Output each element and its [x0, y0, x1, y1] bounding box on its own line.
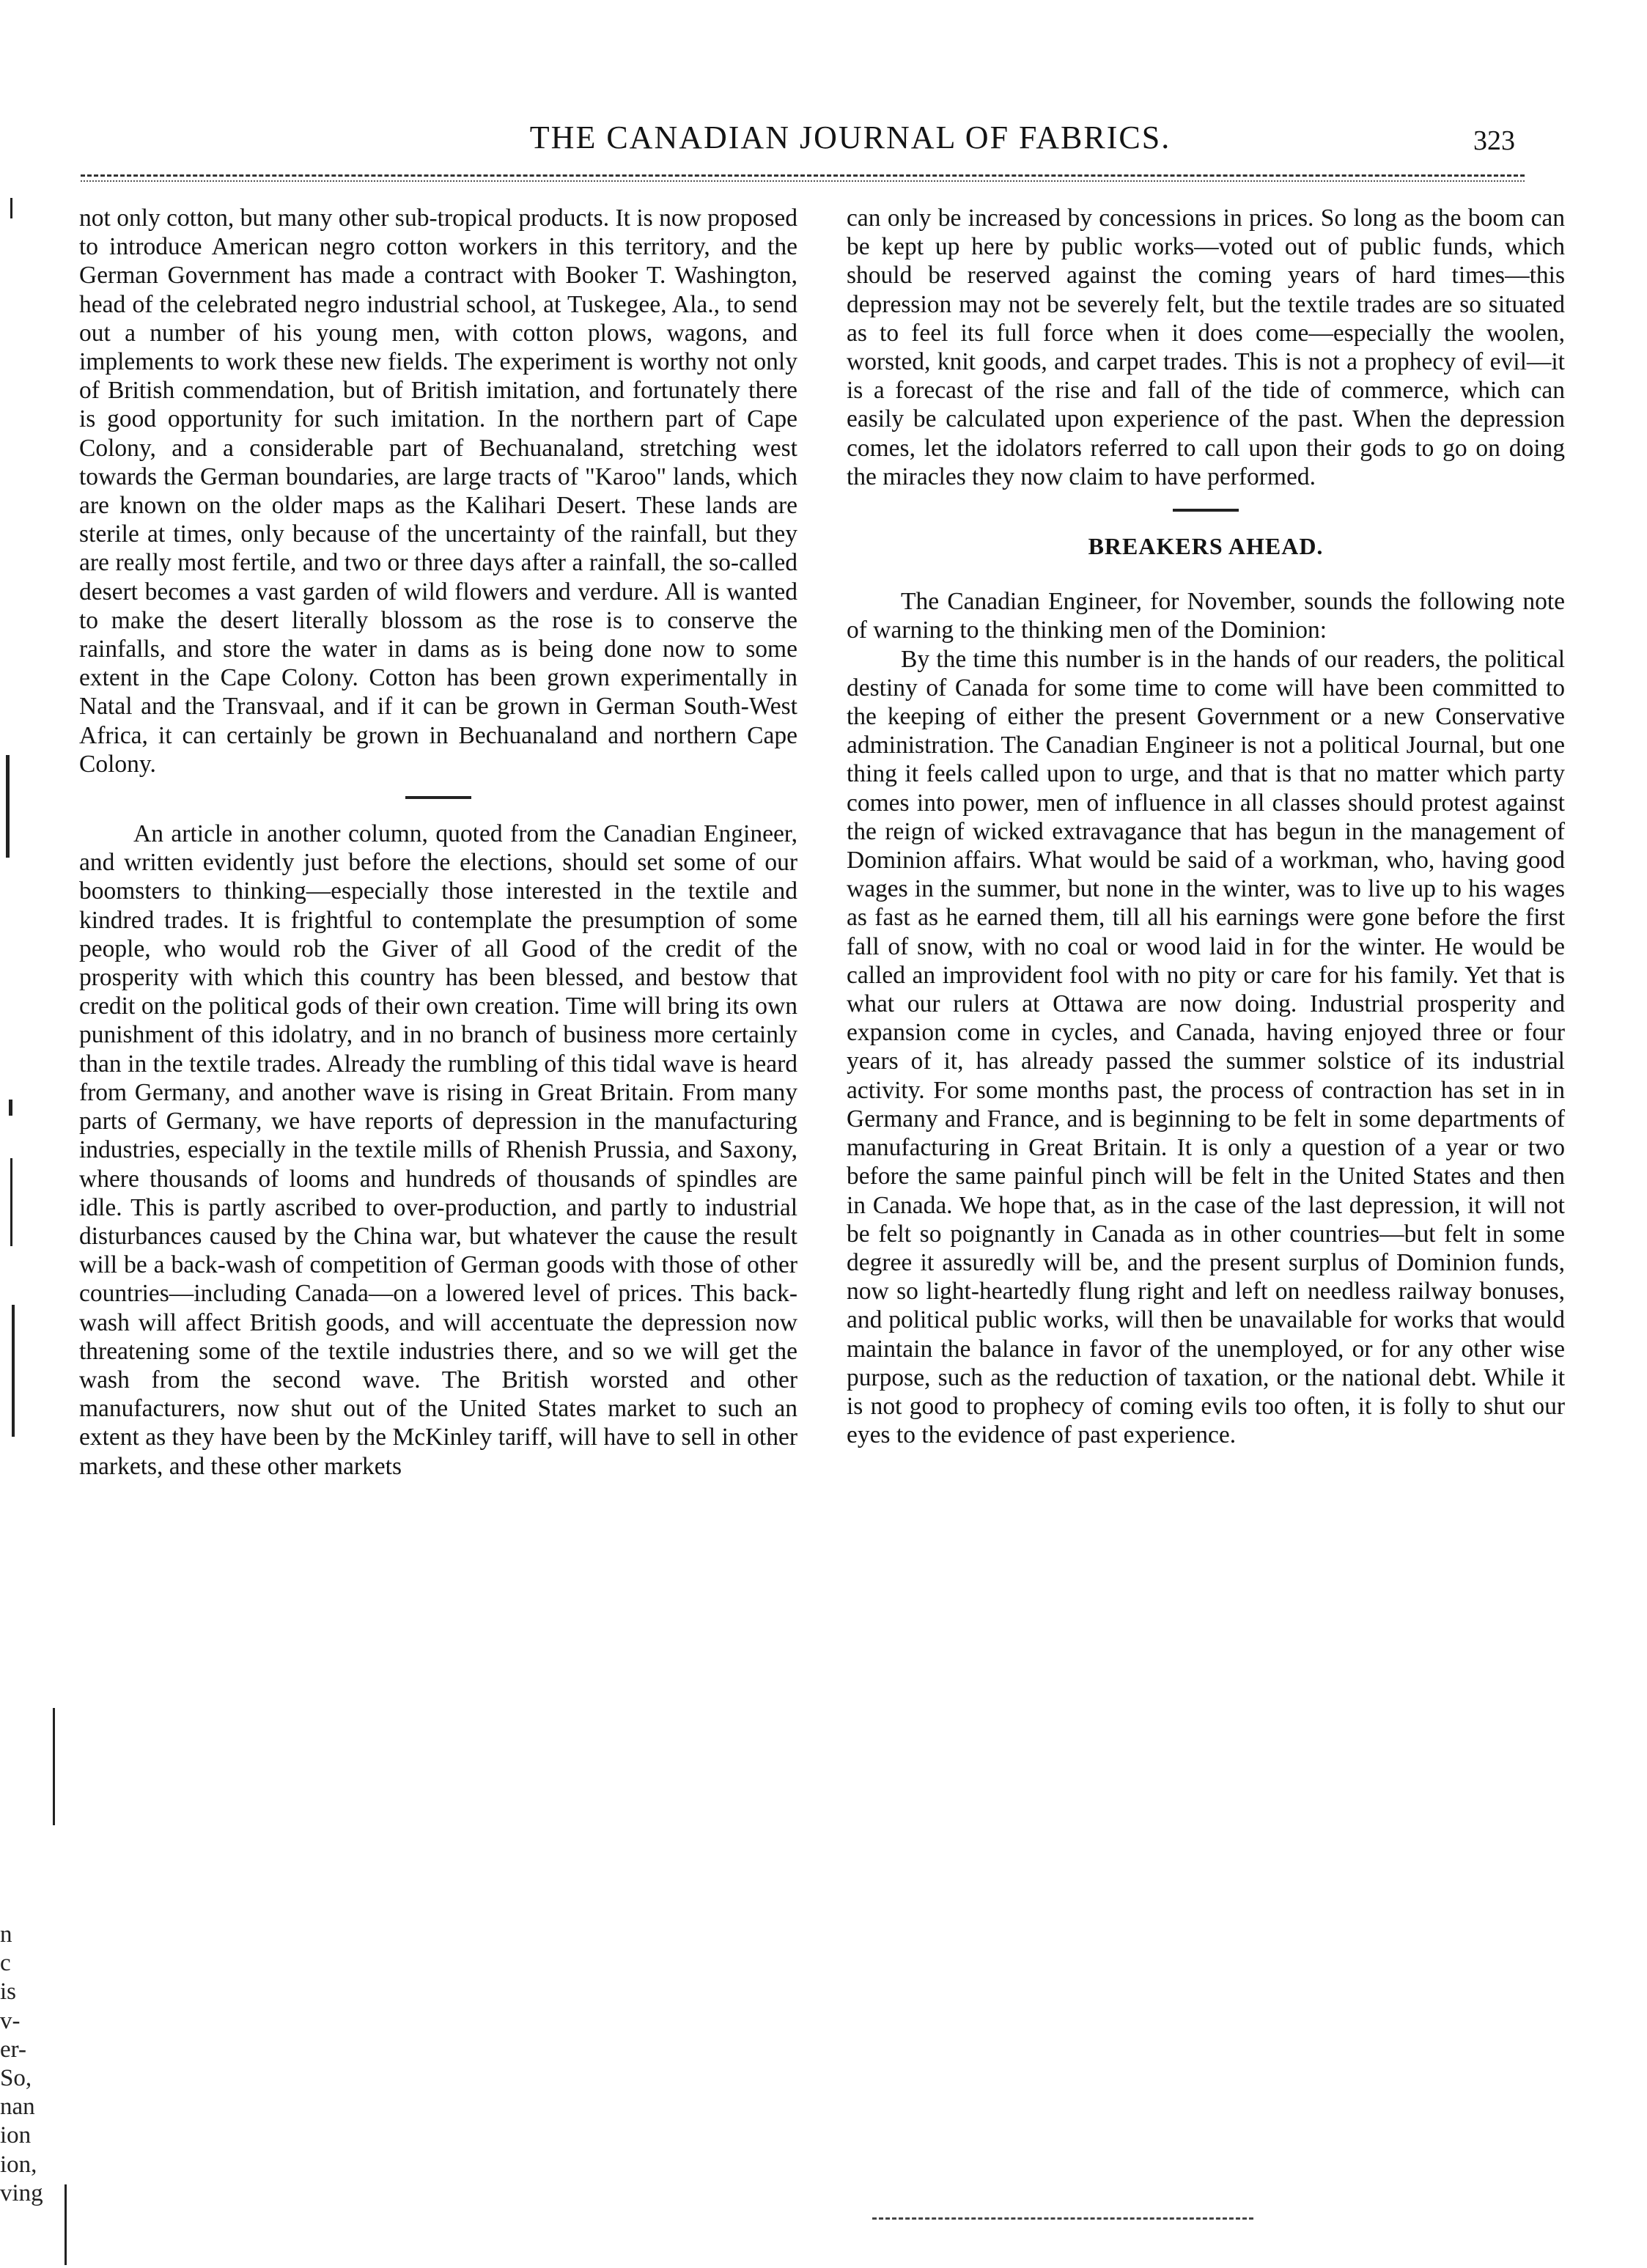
- margin-fragment: c: [0, 1950, 11, 1977]
- scan-mark: [10, 198, 12, 218]
- left-column: [79, 204, 797, 1481]
- scan-mark: [9, 1100, 12, 1116]
- margin-fragment: v-: [0, 2007, 21, 2034]
- right-column: [847, 204, 1565, 1449]
- section-heading-breakers-ahead: BREAKERS AHEAD.: [1088, 533, 1324, 560]
- left-paragraph-article: An article in another column, quoted from the Canadian Engineer, and written evidently just before the elections, should set some of our boomsters to thinking—especially those interested in the textile and kindred trades. It is frightful to contemplate the presumption of some people, who would rob the Giver of all Good of the credit of the prosperity with which this country has been blessed, and bestow that credit on the political gods of their own creation. Time will bring its own punishment of this idolatry, and in no branch of business more certainly than in the textile trades. Already the rumbling of this tidal wave is heard from Germany, and another wave is rising in Great Britain. From many parts of Germany, we have reports of depression in the manufacturing industries, especially in the textile mills of Rhenish Prussia, and Saxony, where thousands of looms and hundreds of thousands of spindles are idle. This is partly ascribed to over-production, and partly to industrial disturbances caused by the China war, but whatever the cause the result will be a back-wash of competition of German goods with those of other countries—including Canada—on a lowered level of prices. This back-wash will affect British goods, and will accentuate the depression now threatening some of the textile industries there, and so we will get the wash from the second wave. The British worsted and other manufacturers, now shut out of the United States market to such an extent as they have been by the McKinley tariff, will have to sell in other markets, and these other markets: [79, 820, 797, 1480]
- scan-mark: [65, 2184, 67, 2265]
- scan-mark: [53, 1708, 55, 1825]
- section-separator: [1173, 509, 1239, 512]
- scan-mark: [10, 1158, 12, 1246]
- header-rule-secondary: [81, 180, 1525, 182]
- header-rule: [81, 174, 1525, 177]
- margin-fragment: is: [0, 1978, 17, 2006]
- scan-mark: [6, 755, 10, 858]
- page-number: 323: [1473, 125, 1515, 156]
- section-separator: [405, 796, 471, 799]
- margin-fragment: nan: [0, 2094, 35, 2121]
- running-header-title: THE CANADIAN JOURNAL OF FABRICS.: [529, 119, 1171, 155]
- margin-fragment: ion,: [0, 2151, 37, 2178]
- margin-fragment: So,: [0, 2065, 32, 2092]
- margin-fragment: ion: [0, 2122, 32, 2149]
- scan-mark: [12, 1305, 15, 1437]
- right-paragraph-intro: The Canadian Engineer, for November, sounds the following note of warning to the thinking men of the Dominion:: [847, 588, 1565, 644]
- margin-fragments: [0, 1921, 59, 2208]
- right-paragraph-continuation: can only be increased by concessions in prices. So long as the boom can be kept up here by public works—voted out of public funds, which should be reserved against the coming years of hard times—this depression may not be severely felt, but the textile trades are so situated as to feel its full force when it does come—especially the woolen, worsted, knit goods, and carpet trades. This is not a prophecy of evil—it is a forecast of the rise and fall of the tide of commerce, which can easily be calculated upon experience of the past. When the depression comes, let the idolators referred to call upon their gods to go on doing the miracles they now claim to have performed.: [847, 205, 1565, 490]
- margin-fragment: ving: [0, 2179, 43, 2206]
- margin-fragment: n: [0, 1921, 12, 1948]
- left-paragraph-cotton: not only cotton, but many other sub-tropical products. It is now proposed to introduce American negro cotton workers in this territory, and the German Government has made a contract with Booker T. Washington, head of the celebrated negro industrial school, at Tuskegee, Ala., to send out a number of his young men, with cotton plows, wagons, and implements to work these new fields. The experiment is worthy not only of British commendation, but of British imitation, and fortunately there is good opportunity for such imitation. In the northern part of Cape Colony, and a considerable part of Bechuanaland, stretching west towards the German boundaries, are large tracts of "Karoo" lands, which are known on the older maps as the Kalihari Desert. These lands are sterile at times, only because of the uncertainty of the rainfall, but they are really most fertile, and two or three days after a rainfall, the so-called desert becomes a vast garden of wild flowers and verdure. All is wanted to make the desert literally blossom as the rose is to conserve the rainfalls, and store the water in dams as is being done now to some extent in the Cape Colony. Cotton has been grown experimentally in Natal and the Transvaal, and if it can be grown in German South-West Africa, it can certainly be grown in Bechuanaland and northern Cape Colony.: [79, 205, 797, 778]
- margin-fragment: er-: [0, 2036, 26, 2063]
- footer-rule: [872, 2217, 1253, 2220]
- right-paragraph-quote: By the time this number is in the hands of our readers, the political destiny of Canada for some time to come will have been committed to the keeping of either the present Government or a new Conservative administration. The Canadian Engineer is not a political Journal, but one thing it feels called upon to urge, and that is that no matter which party comes into power, men of influence in all classes should protest against the reign of wicked extravagance that has begun in the management of Dominion affairs. What would be said of a workman, who, having good wages in the summer, but none in the winter, was to live up to his wages as fast as he earned them, till all his earnings were gone before the first fall of snow, with no coal or wood laid in for the winter. He would be called an improvident fool with no pity or care for his family. Yet that is what our rulers at Ottawa are now doing. Industrial prosperity and expansion come in cycles, and Canada, having enjoyed three or four years of it, has already passed the summer solstice of its industrial activity. For some months past, the process of contraction has set in in Germany and France, and is beginning to be felt in some departments of manufacturing in Great Britain. It is only a question of a year or two before the same painful pinch will be felt in the United States and then in Canada. We hope that, as in the case of the last depression, it will not be felt so poignantly in Canada as in other countries—but felt in some degree it assuredly will be, and the present surplus of Dominion funds, now so light-heartedly flung right and left on needless railway bonuses, and political public works, will then be unavailable for works that would maintain the balance in favor of the unemployed, or for any other wise purpose, such as the reduction of taxation, or the national debt. While it is not good to prophecy of coming evils too often, it is folly to shut our eyes to the evidence of past experience.: [847, 645, 1565, 1449]
